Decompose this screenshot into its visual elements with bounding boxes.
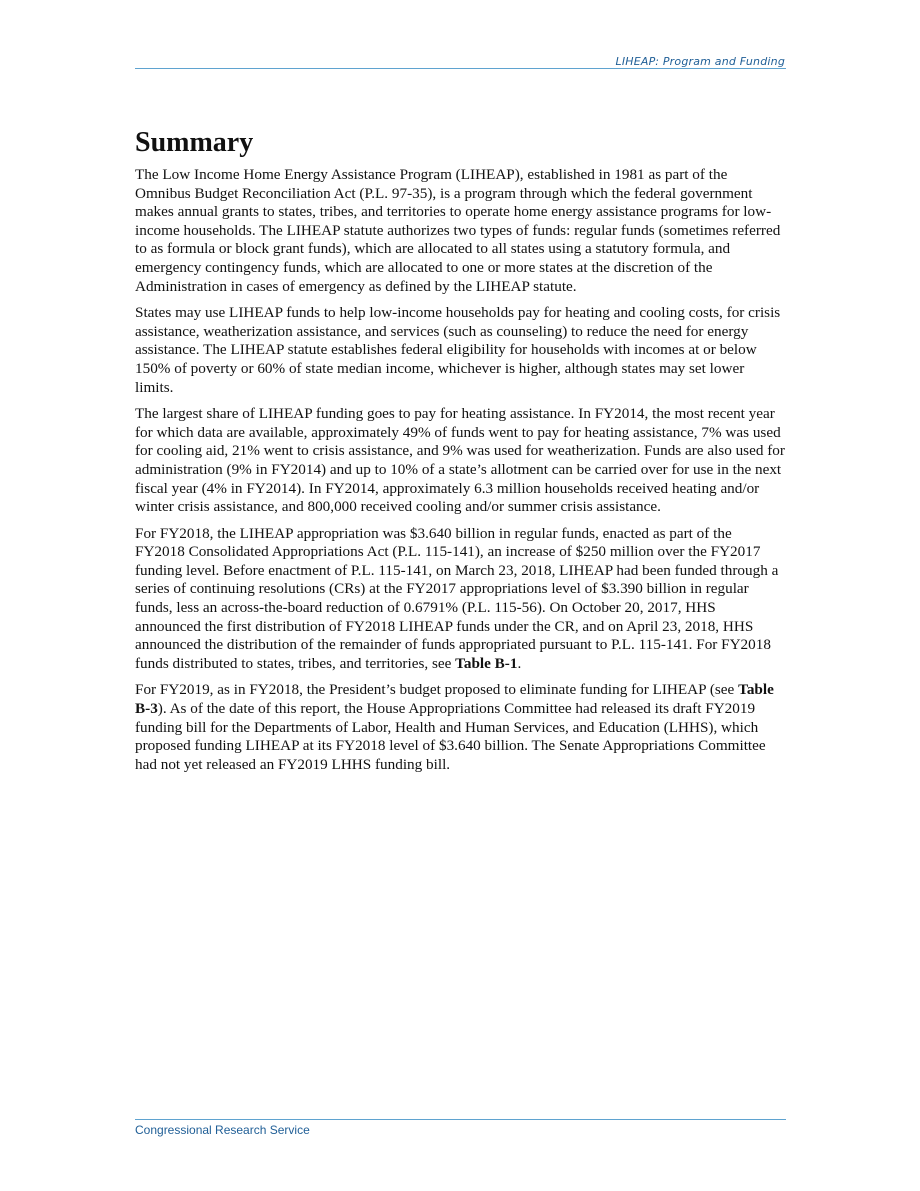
paragraph-4-end: . — [517, 654, 522, 672]
table-b3-reference[interactable]: Table B-3 — [135, 681, 774, 718]
document-body — [135, 126, 785, 782]
summary-paragraph-1: The Low Income Home Energy Assistance Program (LIHEAP), established in 1981 as part of the Omnibus Budget Reconciliation Act (P.L. 97-35), is a program through which the federal government makes annual grants to states, tribes, and territories to operate home energy assistance programs for low-income households. The LIHEAP statute authorizes two types of funds: regular funds (sometimes referred to as formula or block grant funds), which are allocated to all states using a statutory formula, and emergency contingency funds, which are allocated to one or more states at the discretion of the Administration in cases of emergency as defined by the LIHEAP statute. — [135, 166, 781, 295]
footer-divider — [135, 1119, 786, 1120]
summary-paragraph-2: States may use LIHEAP funds to help low-income households pay for heating and cooling costs, for crisis assistance, weatherization assistance, and services (such as counseling) to reduce the need for energy assistance. The LIHEAP statute establishes federal eligibility for households with incomes at or below 150% of poverty or 60% of state median income, whichever is higher, although states may set lower limits. — [135, 304, 781, 396]
footer-source: Congressional Research Service — [135, 1123, 310, 1137]
summary-paragraph-3: The largest share of LIHEAP funding goes to pay for heating assistance. In FY2014, the most recent year for which data are available, approximately 49% of funds went to pay for heating assistance, 7% was used for cooling aid, 21% went to crisis assistance, and 9% was used for weatherization. Funds are also used for administration (9% in FY2014) and up to 10% of a state’s allotment can be carried over for use in the next fiscal year (4% in FY2014). In FY2014, approximately 6.3 million households received heating and/or winter crisis assistance, and 800,000 received cooling and/or summer crisis assistance. — [135, 405, 785, 516]
summary-paragraph-5 — [135, 681, 785, 774]
paragraph-4-text: For FY2018, the LIHEAP appropriation was $3.640 billion in regular funds, enacted as part of the FY2018 Consolidated Appropriations Act (P.L. 115-141), an increase of $250 million over the FY2017 funding level. Before enactment of P.L. 115-141, on March 23, 2018, LIHEAP had been funded through a series of continuing resolutions (CRs) at the FY2017 appropriations level of $3.390 billion in regular funds, less an across-the-board reduction of 0.6791% (P.L. 115-56). On October 20, 2017, HHS announced the first distribution of FY2018 LIHEAP funds under the CR, and on April 23, 2018, HHS announced the distribution of the remainder of funds appropriated pursuant to P.L. 115-141. For FY2018 funds distributed to states, tribes, and territories, see — [135, 524, 779, 672]
table-b1-reference[interactable]: Table B-1 — [455, 654, 518, 672]
paragraph-5-start: For FY2019, as in FY2018, the President’s budget proposed to eliminate funding for LIHEAP (see — [135, 681, 739, 699]
section-heading: Summary — [135, 127, 254, 158]
paragraph-5-rest: ). As of the date of this report, the House Appropriations Committee had released its draft FY2019 funding bill for the Departments of Labor, Health and Human Services, and Education (LHHS), which proposed funding LIHEAP at its FY2018 level of $3.640 billion. The Senate Appropriations Committee had not yet released an FY2019 LHHS funding bill. — [135, 700, 766, 773]
summary-paragraph-4 — [135, 525, 785, 674]
running-header-title: LIHEAP: Program and Funding — [615, 55, 785, 68]
header-divider — [135, 68, 786, 69]
